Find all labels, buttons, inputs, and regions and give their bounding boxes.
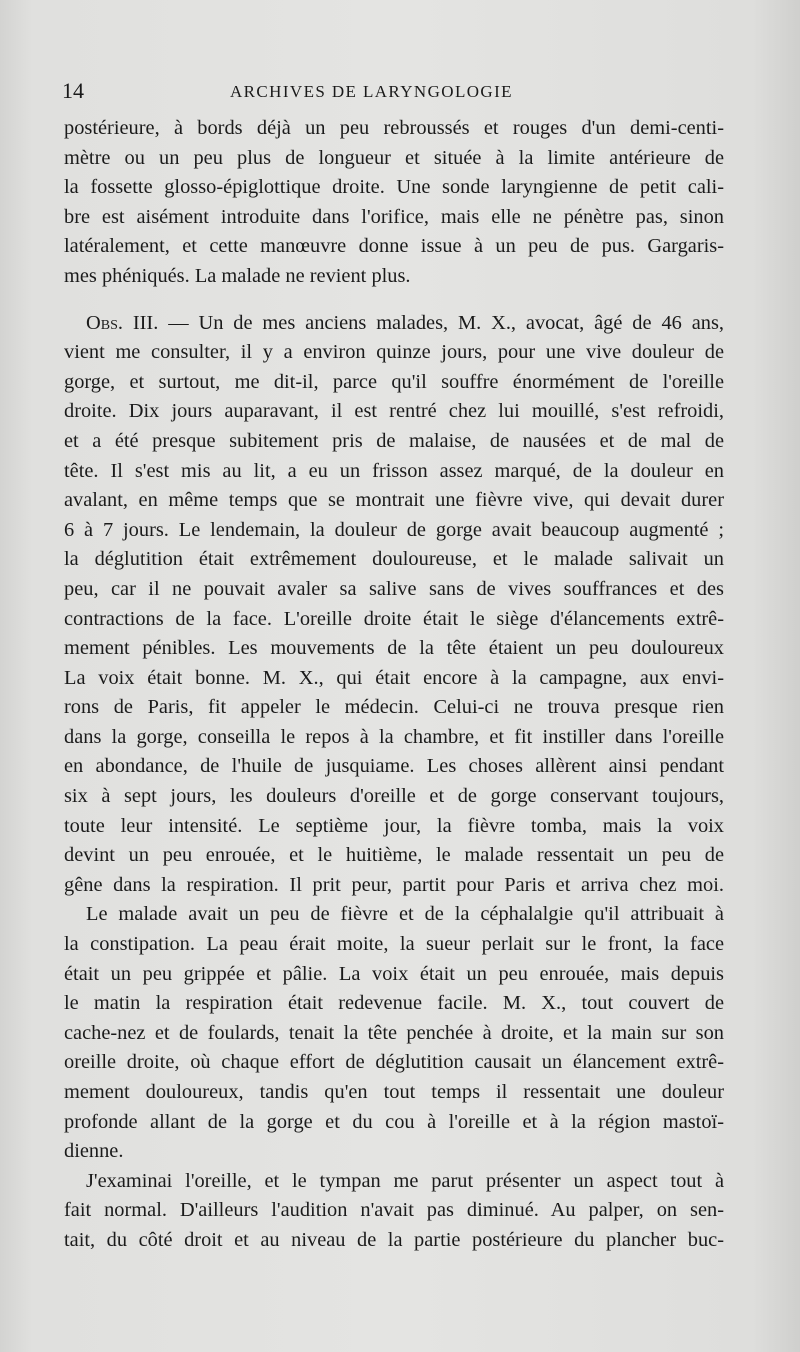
page-number: 14 — [62, 78, 84, 103]
observation-first-line — [64, 309, 724, 339]
text-fragment: — Un de mes anciens malades, M. X., avocat, âgé de 46 ans, — [158, 311, 724, 334]
text-line: était un peu grippée et pâlie. La voix était un peu enrouée, mais depuis — [64, 962, 724, 985]
text-line: cache-nez et de foulards, tenait la tête penchée à droite, et la main sur son — [64, 1021, 724, 1044]
text-line: devint un peu enrouée, et le huitième, le malade ressentait un peu de — [64, 844, 724, 867]
text-line: La voix était bonne. M. X., qui était encore à la campagne, aux envi- — [64, 666, 724, 689]
text-line: toute leur intensité. Le septième jour, la fièvre tomba, mais la voix — [64, 814, 724, 837]
text-line: mètre ou un peu plus de longueur et située à la limite antérieure de — [64, 146, 724, 169]
text-line: fait normal. D'ailleurs l'audition n'avait pas diminué. Au palper, on sen- — [64, 1199, 724, 1222]
text-line: gêne dans la respiration. Il prit peur, partit pour Paris et arriva chez moi. — [64, 873, 724, 896]
text-line: Le malade avait un peu de fièvre et de la céphalalgie qu'il attribuait à — [86, 903, 724, 926]
body-text — [64, 114, 724, 1256]
text-line: mement douloureux, tandis qu'en tout temps il ressentait une douleur — [64, 1081, 724, 1103]
text-line: peu, car il ne pouvait avaler sa salive sans de vives souffrances et des — [64, 577, 724, 600]
text-line: et a été presque subitement pris de malaise, de nausées et de mal de — [64, 429, 724, 452]
text-line: bre est aisément introduite dans l'orifice, mais elle ne pénètre pas, sinon — [64, 205, 724, 228]
text-line: six à sept jours, les douleurs d'oreille et de gorge conservant toujours, — [64, 785, 724, 808]
running-head: ARCHIVES DE LARYNGOLOGIE — [230, 82, 513, 101]
text-line: en abondance, de l'huile de jusquiame. Les choses allèrent ainsi pendant — [64, 755, 724, 778]
text-line: oreille droite, où chaque effort de déglutition causait un élancement extrê- — [64, 1051, 724, 1074]
text-line: contractions de la face. L'oreille droite était le siège d'élancements extrê- — [64, 607, 724, 630]
text-line: la déglutition était extrêmement douloureuse, et le malade salivait un — [64, 548, 724, 571]
text-line: latéralement, et cette manœuvre donne issue à un peu de pus. Gargaris- — [64, 235, 724, 258]
text-line: vient me consulter, il y a environ quinze jours, pour une vive douleur de — [64, 341, 724, 364]
text-line: dans la gorge, conseilla le repos à la chambre, et fit instiller dans l'oreille — [64, 725, 724, 748]
text-line: la fossette glosso-épiglottique droite. Une sonde laryngienne de petit cali- — [64, 176, 724, 199]
text-line: 6 à 7 jours. Le lendemain, la douleur de gorge avait beaucoup augmenté ; — [64, 518, 724, 541]
text-line: la constipation. La peau érait moite, la sueur perlait sur le front, la face — [64, 933, 724, 956]
text-line: dienne. — [64, 1140, 124, 1163]
text-line: avalant, en même temps que se montrait une fièvre vive, qui devait durer — [64, 489, 724, 512]
text-line: rons de Paris, fit appeler le médecin. Celui-ci ne trouva presque rien — [64, 696, 724, 719]
paragraph-gap — [64, 292, 724, 309]
observation-label: Obs. III. — [86, 311, 159, 334]
text-line: tait, du côté droit et au niveau de la partie postérieure du plancher buc- — [64, 1228, 724, 1251]
text-line: postérieure, à bords déjà un peu rebroussés et rouges d'un demi-centi- — [64, 117, 724, 139]
page-header — [62, 78, 722, 108]
text-line: mement pénibles. Les mouvements de la tête étaient un peu douloureux — [64, 637, 724, 660]
text-line: mes phéniqués. La malade ne revient plus. — [64, 264, 411, 287]
text-line: J'examinai l'oreille, et le tympan me parut présenter un aspect tout à — [86, 1169, 724, 1192]
text-line: profonde allant de la gorge et du cou à l'oreille et à la région mastoï- — [64, 1110, 724, 1133]
text-line: le matin la respiration était redevenue facile. M. X., tout couvert de — [64, 992, 724, 1015]
text-line: gorge, et surtout, me dit-il, parce qu'il souffre énormément de l'oreille — [64, 370, 724, 393]
text-line: tête. Il s'est mis au lit, a eu un frisson assez marqué, de la douleur en — [64, 459, 724, 482]
text-line: droite. Dix jours auparavant, il est rentré chez lui mouillé, s'est refroidi, — [64, 400, 724, 423]
